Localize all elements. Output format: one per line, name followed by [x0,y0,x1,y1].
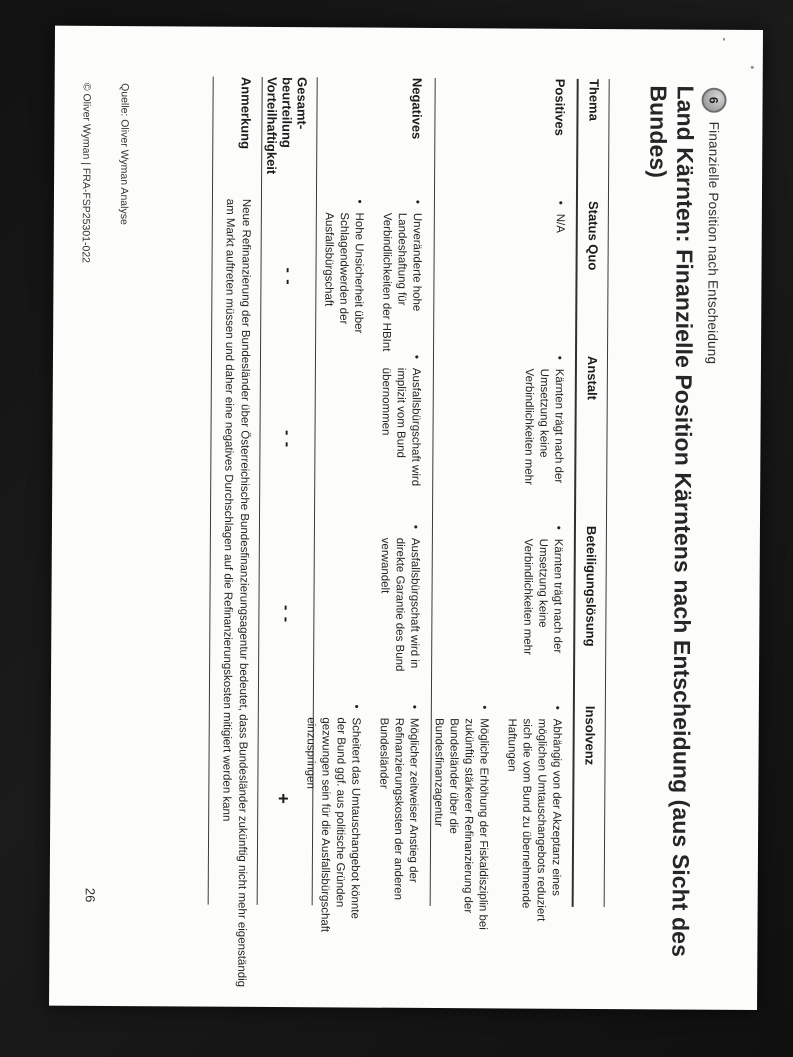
bullet-glyph: • [552,355,566,360]
bullet-item [378,200,424,355]
bullet-text: Unveränderte hohe Landeshaftung für Verbindlichkeiten der HBInt [380,212,423,352]
bullet-text: Mögliche Erhöhung der Fiskaldisziplin bei zukünftig stärkerer Refinanzierung der Bundesländer über die Bundesfinanzagentur [432,717,490,930]
bullet-item [301,704,363,989]
bullet-glyph: • [407,704,420,709]
label-line: beurteilung [279,77,295,148]
page-number: 26 [82,887,98,903]
cell-negatives-status-quo [292,199,424,355]
section-number-badge: 6 [701,88,726,113]
scan-speck [723,38,725,41]
cell-positives-beteiligungsloesung [418,525,565,706]
bullet-text: Hohe Unsicherheit über Schlagendwerden der Ausfallsbürgschaft [322,212,365,334]
bullet-item [320,199,366,354]
row-label-gesamtbeurteilung [260,77,310,199]
cell-positives-anstalt [419,355,566,526]
table-row-negatives [304,77,434,1008]
column-header-thema: Thema [586,78,602,121]
bullet-item [520,356,566,526]
table-row-positives [428,78,577,1009]
cell-negatives-beteiligungsloesung [290,524,422,705]
column-header-insolvenz: Insolvenz [582,705,598,766]
bullet-item [377,355,423,525]
label-line: Vorteilhaftigkeit [264,76,280,175]
row-label-anmerkung: Anmerkung [238,76,254,150]
comparison-table [206,77,610,1009]
bullet-item [429,705,491,990]
bullet-item [502,705,564,990]
bullet-glyph: • [477,705,490,710]
bullet-text: Ausfallsbürgschaft wird implizit vom Bund übernommen [379,367,422,487]
bullet-item [519,526,565,706]
section-kicker [700,88,727,365]
bullet-glyph: • [408,524,421,529]
cell-positives-status-quo [420,200,567,356]
bullet-item [551,201,567,356]
bullet-glyph: • [352,199,365,204]
column-header-anstalt: Anstalt [584,355,601,401]
table-row-anmerkung [206,77,261,1007]
bullet-text: Kärnten trägt nach der Umsetzung keine Verbindlichkeiten mehr [522,368,565,485]
cell-negatives-anstalt [291,354,423,525]
bullet-text: Scheitert das Umtauschangebot könnte der Bund ggf. aus politische Gründen gezwungen sein für die Ausfallsbürgschaft einzuspringen [304,717,362,933]
copyright-note: © Oliver Wyman | FRA-FSP25301-022 [79,82,93,264]
bullet-glyph: • [551,525,564,530]
rating-beteiligungsloesung: - - [277,604,295,624]
rating-insolvenz: + [273,793,294,805]
bullet-item [376,525,422,705]
column-header-status-quo: Status Quo [585,200,601,271]
bullet-glyph: • [553,200,566,205]
rating-anstalt: - - [278,429,296,449]
anmerkung-text: Neue Refinanzierung der Bundesländer über Österreichische Bundesfinanzierungsagentur bedeutet, dass Bundesländer zukünftig nicht mehr eigenständig am Markt auftreten müssen und daher eine negatives Durchschlagen auf die Refinanzierungskosten mitigiert werden kann [220,198,252,988]
bullet-text: N/A [553,213,566,233]
bullet-text: Möglicher zeitweiser Anstieg der Refinanzierungskosten der anderen Bundesländer [377,717,420,901]
cell-negatives-insolvenz [288,704,421,990]
bullet-glyph: • [550,705,563,710]
rating-status-quo: - - [279,267,297,286]
bullet-glyph: • [409,354,423,359]
section-kicker-label: Finanzielle Position nach Entscheidung [704,121,722,365]
bullet-glyph: • [349,704,362,709]
source-note: Quelle: Oliver Wyman Analyse [117,83,131,225]
label-line: Gesamt- [294,77,310,130]
slide-title: Land Kärnten: Finanzielle Position Kärntens nach Entscheidung (aus Sicht des Bundes) [645,85,699,958]
slide-page [49,26,763,1010]
bullet-text: Kärnten trägt nach der Umsetzung keine Verbindlichkeiten mehr [521,538,564,655]
bullet-item [374,705,421,990]
row-label-negatives: Negatives [409,77,425,140]
bullet-text: Abhängig von der Akzeptanz eines möglichen Umtauschangebots reduziert sich die vom Bund zu übernehmende Haftungen [505,718,563,922]
cell-positives-insolvenz [416,705,564,991]
bullet-glyph: • [410,199,423,204]
column-header-beteiligungsloesung: Beteiligungslösung [583,525,599,647]
row-label-positives: Positives [552,78,568,136]
scan-speck [751,66,754,69]
bullet-text: Ausfallsbürgschaft wird in direkte Garantie des Bund verwandelt [378,537,421,672]
